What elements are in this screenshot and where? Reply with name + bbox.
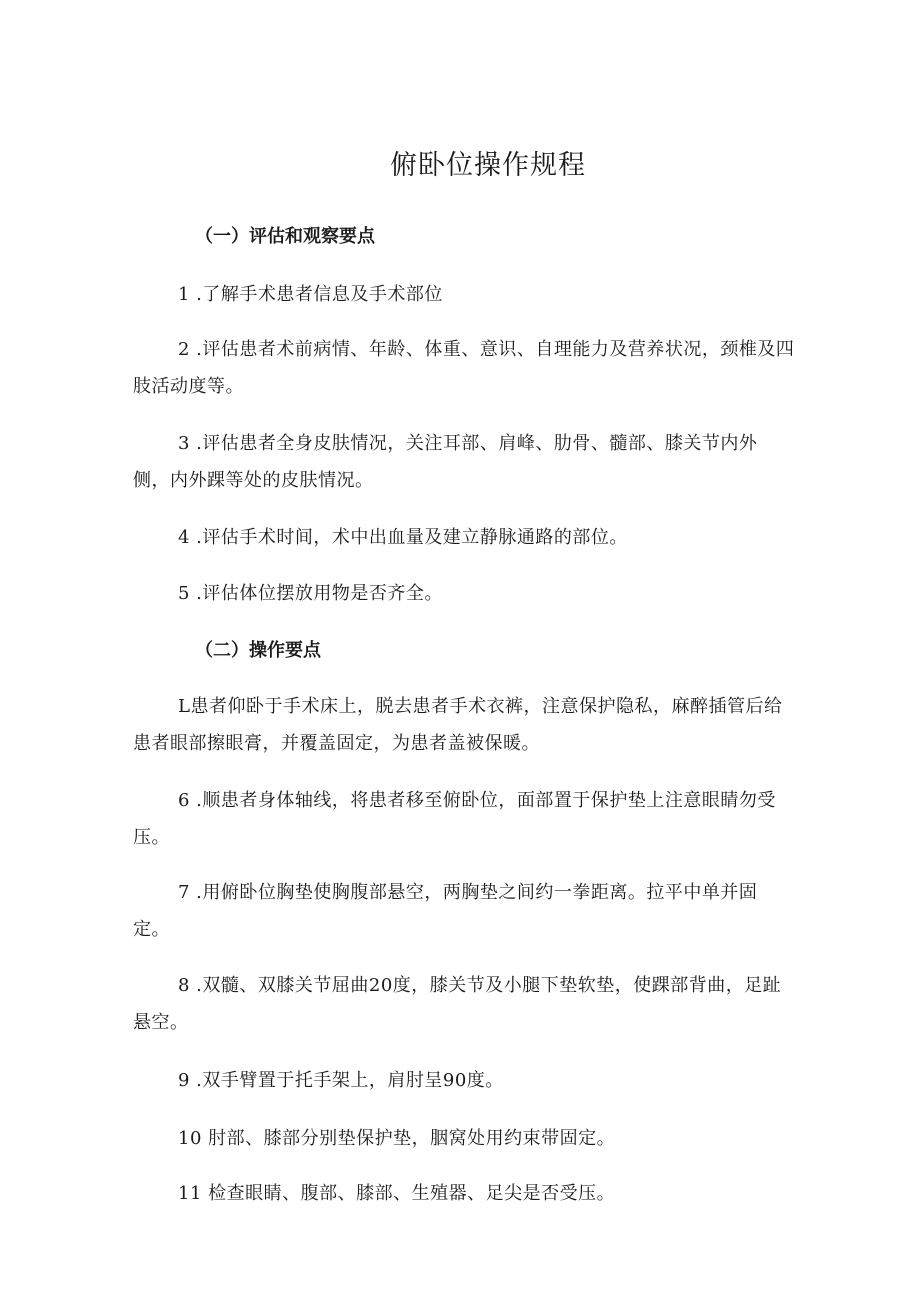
assessment-item-3-line-1: 3 .评估患者全身皮肤情况，关注耳部、肩峰、肋骨、髓部、膝关节内外 (178, 433, 758, 454)
assessment-item-4-line-1: 4 .评估手术时间，术中出血量及建立静脉通路的部位。 (178, 527, 628, 548)
operation-item-9-line-1: 9 .双手臂置于托手架上，肩肘呈90度。 (178, 1070, 504, 1091)
operation-item-11-line-1: 11 检查眼睛、腹部、膝部、生殖器、足尖是否受压。 (178, 1183, 616, 1204)
operation-item-8-line-1: 8 .双髓、双膝关节屈曲20度，膝关节及小腿下垫软垫，使踝部背曲，足趾 (178, 975, 782, 996)
assessment-item-1-line-1: 1 .了解手术患者信息及手术部位 (178, 284, 443, 305)
assessment-item-2-line-2: 肢活动度等。 (133, 376, 244, 397)
operation-item-8-line-2: 悬空。 (133, 1012, 189, 1033)
operation-item-6-line-2: 压。 (133, 827, 170, 848)
operation-item-1-line-1: L患者仰卧于手术床上，脱去患者手术衣裤，注意保护隐私，麻醉插管后给 (178, 696, 783, 717)
operation-item-1-line-2: 患者眼部擦眼膏，并覆盖固定，为患者盖被保暖。 (133, 733, 540, 754)
section-heading-operation: （二）操作要点 (195, 640, 321, 661)
document-title: 俯卧位操作规程 (390, 150, 586, 181)
assessment-item-5-line-1: 5 .评估体位摆放用物是否齐全。 (178, 583, 443, 604)
operation-item-7-line-1: 7 .用俯卧位胸垫使胸腹部悬空，两胸垫之间约一拳距离。拉平中单并固 (178, 882, 758, 903)
assessment-item-2-line-1: 2 .评估患者术前病情、年龄、体重、意识、自理能力及营养状况，颈椎及四 (178, 339, 795, 360)
operation-item-6-line-1: 6 .顺患者身体轴线，将患者移至俯卧位，面部置于保护垫上注意眼睛勿受 (178, 790, 776, 811)
assessment-item-3-line-2: 侧，内外踝等处的皮肤情况。 (133, 470, 374, 491)
operation-item-10-line-1: 10 肘部、膝部分别垫保护垫，胭窝处用约束带固定。 (178, 1128, 616, 1149)
section-heading-assessment: （一）评估和观察要点 (195, 226, 375, 247)
operation-item-7-line-2: 定。 (133, 919, 170, 940)
